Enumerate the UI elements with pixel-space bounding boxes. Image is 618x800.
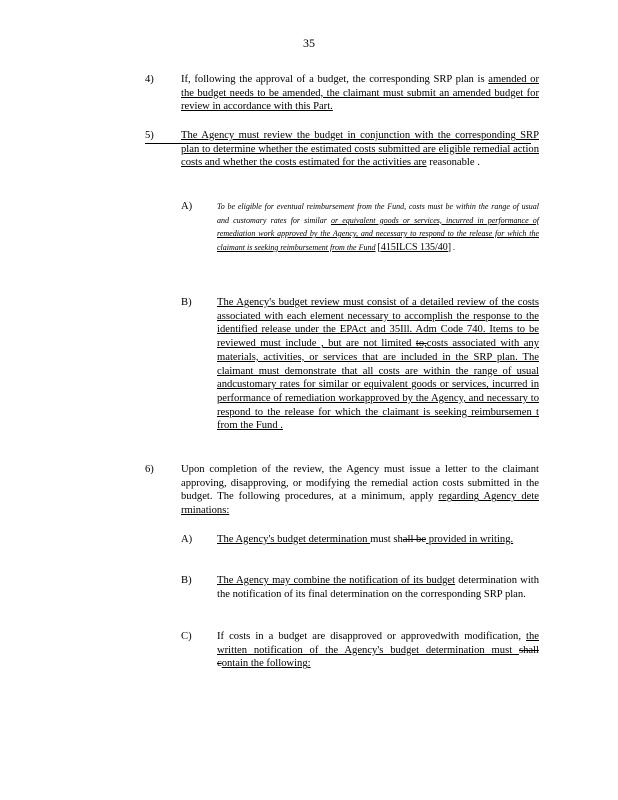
item-5b-marker: B) xyxy=(181,297,192,308)
item-6a-marker: A) xyxy=(181,534,193,545)
item-5a-quote-underlined: or equivalent goods or services, incurred in performance of remediation work approved by the Agency, and necessary to respond to the release for which the claimant is seeking reimbursement from the Fund xyxy=(217,215,539,252)
item-6c-underlined2: ontain the following: xyxy=(221,658,311,670)
item-5a-end: . xyxy=(451,242,456,252)
item-5-marker: 5) xyxy=(145,130,154,141)
item-5a-quote xyxy=(217,200,539,254)
item-4-text xyxy=(181,73,539,114)
item-6a-u2: provided in writing. xyxy=(426,534,514,545)
item-5a-quote-plain: To be eligible for eventual reimbursement from the Fund, costs must be within the range of usual and customary rates for similar xyxy=(217,202,539,225)
page-number: 35 xyxy=(303,36,315,50)
item-5b-strike: to, xyxy=(415,338,427,350)
item-6a-u1: The Agency's budget determination xyxy=(217,534,371,545)
item-5b-part2: costs associated with any materials, activities, or services that are included in the SRP plan. The claimant must demonstrate that all costs are within the range of usual andcustomary rates for similar or equivalent goods or services, incurred in performance of remediation workapproved by the Agency, and necessary to respond to the release for which the claimant is seeking reimbursemen t from the Fund . xyxy=(217,338,540,432)
item-6c-marker: C) xyxy=(181,631,192,642)
item-5-underlined: The Agency must review the budget in conjunction with the corresponding SRP plan to determine whether the estimated costs submitted are eligible remedial action costs and whether the costs estimated for the activities are xyxy=(181,130,539,169)
item-6b-marker: B) xyxy=(181,575,192,586)
item-6b-text xyxy=(217,574,539,601)
item-6-plain: Upon completion of the review, the Agency must issue a letter to the claimant approving, disapproving, or modifying the remedial action costs submitted in the budget. The following procedures, at a minimum, apply xyxy=(181,464,539,503)
item-5b-text xyxy=(217,296,539,433)
item-4-marker: 4) xyxy=(145,74,154,85)
item-6c-strike: shall c xyxy=(217,644,539,670)
item-5-plain: reasonable . xyxy=(426,157,480,169)
item-6a-plain: must sh xyxy=(370,534,403,545)
item-4-plain: If, following the approval of a budget, the corresponding SRP plan is xyxy=(181,74,489,85)
item-6b-plain: determination with the notification of its final determination on the corresponding SRP plan. xyxy=(217,575,539,600)
item-5-text xyxy=(181,129,539,170)
item-5a-marker: A) xyxy=(181,201,193,212)
item-4-underlined: amended or the budget needs to be amended, the claimant must submit an amended budget for review in accordance with this Part. xyxy=(181,74,539,113)
item-6-underlined: regarding Agency dete rminations: xyxy=(181,491,539,517)
item-6a-strike: all be xyxy=(402,534,427,545)
item-5b-part1: The Agency's budget review must consist of a detailed review of the costs associated with each element necessary to accomplish the response to the identified release under the EPAct and 35Ill. Adm Code 740. Items to be reviewed must include , but are not limited xyxy=(217,297,539,350)
item-6b-underlined: The Agency may combine the notification of its budget xyxy=(217,575,456,586)
item-6-marker: 6) xyxy=(145,464,154,475)
item-6-text xyxy=(181,463,539,518)
item-6c-text xyxy=(217,630,539,671)
item-5a-citation: [415ILCS 135/40] xyxy=(377,241,452,253)
item-6c-plain: If costs in a budget are disapproved or approvedwith modification, xyxy=(217,631,527,642)
item-6c-underlined: the written notification of the Agency's budget determination must xyxy=(217,631,539,656)
item-6a-text xyxy=(217,533,539,547)
